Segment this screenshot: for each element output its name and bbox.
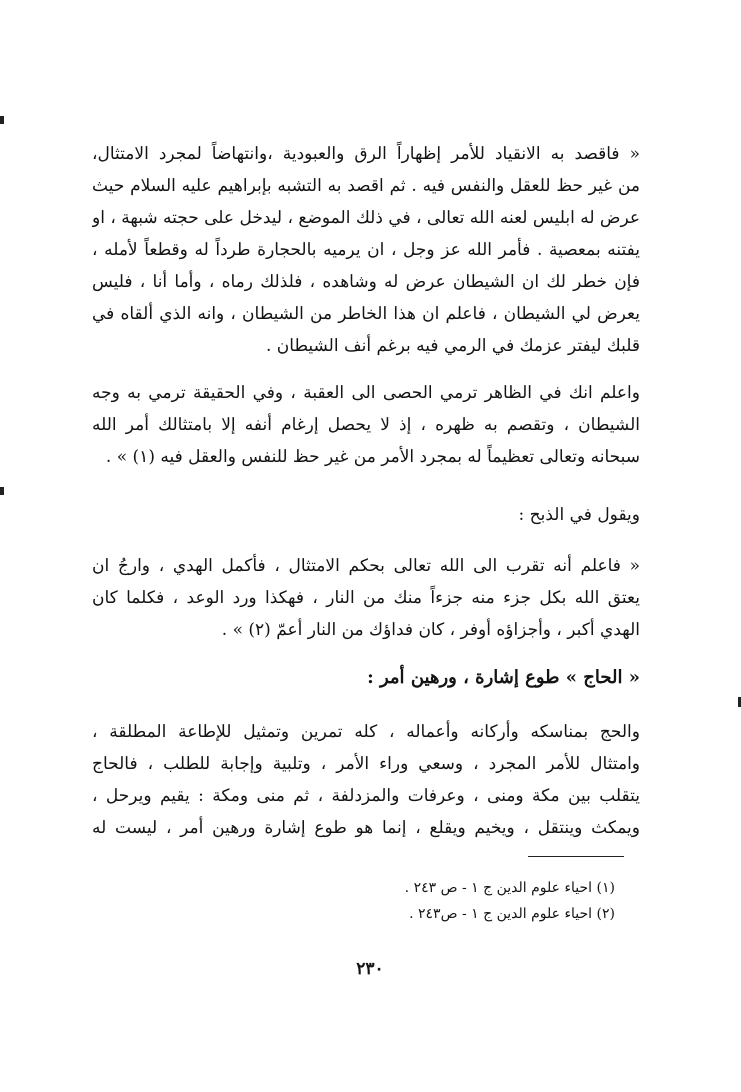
text-line: يفتنه بمعصية . فأمر الله عز وجل ، ان يرميه بالحجارة طرداً له وقطعاً لأمله ، <box>92 240 640 260</box>
text-line: الشيطان ، وتقصم به ظهره ، إذ لا يحصل إرغام أنفه إلا بامتثالك أمر الله <box>92 415 640 435</box>
heading-text: « الحاج » طوع إشارة ، ورهين أمر : <box>367 667 640 688</box>
text-line: سبحانه وتعالى تعظيماً له بمجرد الأمر من غير حظ للنفس والعقل فيه (١) » . <box>105 447 640 467</box>
section-heading <box>92 662 640 694</box>
text-line: « فاقصد به الانقياد للأمر إظهاراً الرق والعبودية ،وانتهاضاً لمجرد الامتثال، <box>92 144 640 164</box>
text-line: قلبك ليفتر عزمك في الرمي فيه برغم أنف الشيطان . <box>265 336 640 356</box>
page-number: ٢٣٠ <box>356 959 384 979</box>
text-line: يعتق الله بكل جزء منه جزءاً منك من النار ، فهكذا ورد الوعد ، فكلما كان <box>92 588 640 608</box>
scan-mark <box>0 487 4 495</box>
paragraph-ramy-reality <box>92 377 640 473</box>
text-line: من غير حظ للعقل والنفس فيه . ثم اقصد به التشبه بإبراهيم عليه السلام حيث <box>92 176 640 196</box>
scan-mark <box>0 116 4 124</box>
paragraph-ramy-intent <box>92 138 640 362</box>
paragraph-sacrifice-quote <box>92 550 640 646</box>
paragraph-intro-sacrifice <box>92 499 640 531</box>
text-line: واعلم انك في الظاهر ترمي الحصى الى العقبة ، وفي الحقيقة ترمي به وجه <box>92 383 640 403</box>
paragraph-hajj-obedience <box>92 716 640 844</box>
text-line: الهدي أكبر ، وأجزاؤه أوفر ، كان فداؤك من النار أعمّ (٢) » . <box>221 620 640 640</box>
text-line: والحج بمناسكه وأركانه وأعماله ، كله تمرين وتمثيل للإطاعة المطلقة ، <box>92 722 640 742</box>
text-line: فإن خطر لك ان الشيطان عرض له وشاهده ، فلذلك رماه ، وأما أنا ، فليس <box>92 272 640 292</box>
text-line: وامتثال للأمر المجرد ، وسعي وراء الأمر ، وتلبية وإجابة للطلب ، فالحاج <box>92 754 640 774</box>
text-line: « فاعلم أنه تقرب الى الله تعالى بحكم الامتثال ، فأكمل الهدي ، وارجُ ان <box>92 556 640 576</box>
footnote-2: (٢) احياء علوم الدين ج ١ - ص٢٤٣ . <box>409 906 615 922</box>
text-line: يعرض لي الشيطان ، فاعلم ان هذا الخاطر من الشيطان ، وانه الذي ألقاه في <box>92 304 640 324</box>
footnote-1: (١) احياء علوم الدين ج ١ - ص ٢٤٣ . <box>404 880 615 896</box>
text-line: ويقول في الذبح : <box>518 505 640 525</box>
text-line: ويمكث وينتقل ، ويخيم ويقلع ، إنما هو طوع إشارة ورهين أمر ، ليست له <box>92 818 640 838</box>
footnote-divider <box>528 856 624 857</box>
text-line: عرض له ابليس لعنه الله تعالى ، في ذلك الموضع ، ليدخل على حجته شبهة ، او <box>92 208 640 228</box>
footnotes <box>300 875 615 927</box>
text-line: يتقلب بين مكة ومنى ، وعرفات والمزدلفة ، ثم منى ومكة : يقيم ويرحل ، <box>92 786 640 806</box>
